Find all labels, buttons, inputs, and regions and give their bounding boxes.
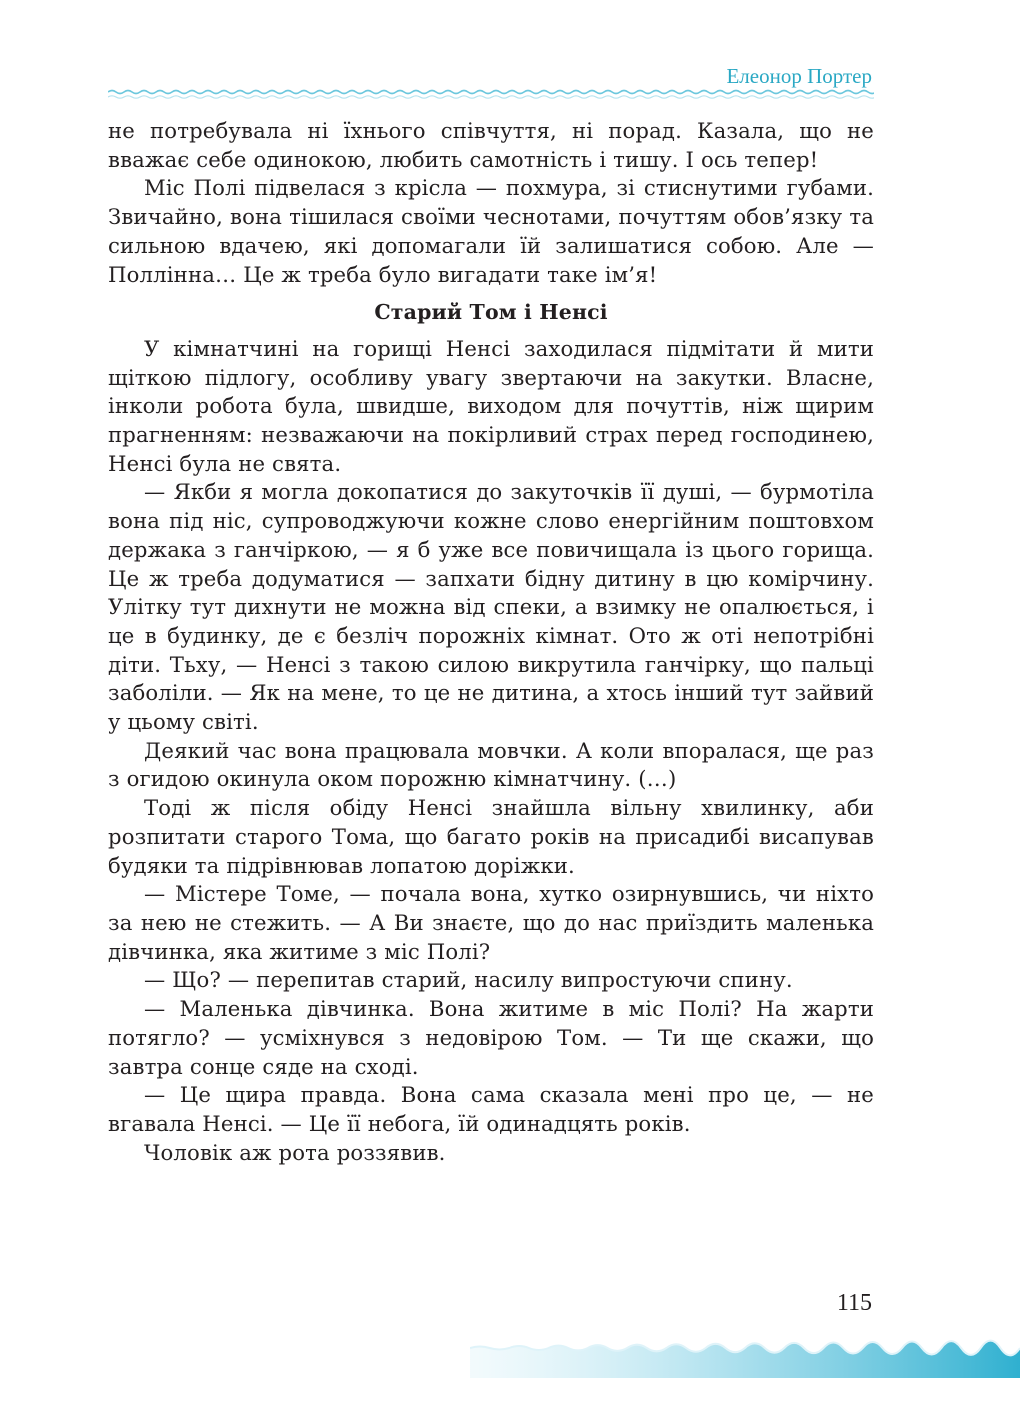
- footer-wave-ornament: [470, 1318, 1020, 1378]
- paragraph: У кімнатчині на горищі Ненсі заходилася підмітати й мити щіткою підлогу, особливу увагу звертаючи на закутки. Власне, інколи робота була, швидше, виходом для почуттів, ніж щирим прагненням: незважаючи на покірливий страх перед господинею, Ненсі була не свята.: [108, 335, 874, 476]
- running-header-author: Елеонор Портер: [726, 64, 872, 88]
- paragraph: — Це щира правда. Вона сама сказала мені про це, — не вгавала Ненсі. — Це її небога, їй одинадцять років.: [108, 1082, 874, 1136]
- header-wave-ornament: [108, 88, 874, 100]
- paragraph: — Якби я могла докопатися до закуточків її душі, — бурмотіла вона під ніс, супроводжуючи кожне слово енергійним поштовхом держака з ганчіркою, — я б уже все повичищала із цього горища. Це ж треба додуматися — запхати бідну дитину в цю комірчину. Улітку тут дихнути не можна від спеки, а взимку не опалюється, і це в будинку, де є безліч порожніх кімнат. Ото ж оті непотрібні діти. Тьху, — Ненсі з такою силою викрутила ганчірку, що пальці заболіли. — Як на мене, то це не дитина, а хтось інший тут зайвий у цьому світі.: [108, 479, 874, 735]
- paragraph: — Що? — перепитав старий, насилу випростуючи спину.: [144, 967, 793, 993]
- paragraph: Міс Полі підвелася з крісла — похмура, зі стиснутими губами. Звичайно, вона тішилася своїми чеснотами, почуттям обов’язку та сильною вдачею, які допомагали їй залишатися собою. Але — Поллінна… Це ж треба було вигадати таке ім’я!: [108, 175, 874, 287]
- body-text: [108, 117, 874, 1167]
- paragraph: Тоді ж після обіду Ненсі знайшла вільну хвилинку, аби розпитати старого Тома, що багато років на присадибі висапував будяки та підрівнював лопатою доріжки.: [108, 795, 874, 878]
- paragraph: — Маленька дівчинка. Вона житиме в міс Полі? На жарти потягло? — усміхнувся з недовірою Том. — Ти ще скажи, що завтра сонце сяде на сході.: [108, 996, 874, 1079]
- paragraph: Деякий час вона працювала мовчки. А коли впоралася, ще раз з огидою окинула оком порожню кімнатчину. (…): [108, 737, 874, 792]
- paragraph: Чоловік аж рота роззявив.: [144, 1139, 446, 1165]
- paragraph: — Містере Томе, — почала вона, хутко озирнувшись, чи ніхто за нею не стежить. — А Ви знаєте, що до нас приїздить маленька дівчинка, яка житиме з міс Полі?: [108, 881, 874, 964]
- section-title: Старий Том і Ненсі: [374, 300, 608, 325]
- page-number: 115: [836, 1290, 872, 1316]
- paragraph: не потребувала ні їхнього співчуття, ні порад. Казала, що не вважає себе одинокою, любить самотність і тишу. І ось тепер!: [108, 118, 874, 172]
